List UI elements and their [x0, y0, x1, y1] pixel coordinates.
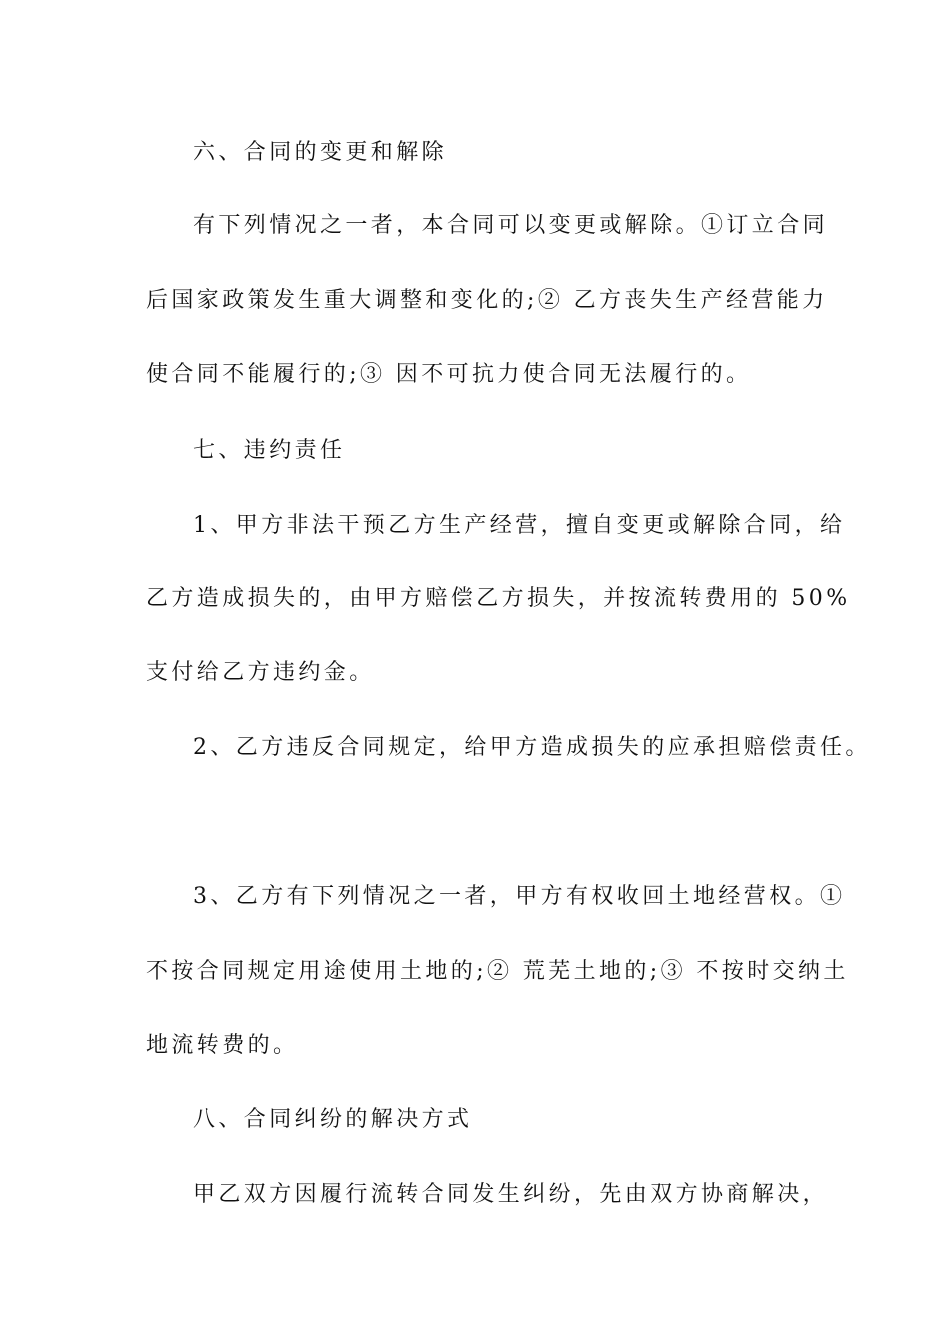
section-heading-6: 六、合同的变更和解除 [193, 140, 448, 165]
paragraph-line: 1、甲方非法干预乙方生产经营，擅自变更或解除合同，给 [193, 513, 846, 538]
paragraph-line: 不按合同规定用途使用土地的;② 荒芜土地的;③ 不按时交纳土 [146, 959, 849, 984]
paragraph-line: 有下列情况之一者，本合同可以变更或解除。①订立合同 [193, 213, 829, 238]
paragraph-line: 乙方造成损失的，由甲方赔偿乙方损失，并按流转费用的 50% [146, 586, 851, 611]
paragraph-line: 使合同不能履行的;③ 因不可抗力使合同无法履行的。 [146, 362, 752, 387]
paragraph-line: 2、乙方违反合同规定，给甲方造成损失的应承担赔偿责任。 [193, 735, 871, 760]
section-heading-8: 八、合同纠纷的解决方式 [193, 1107, 473, 1132]
paragraph-line: 支付给乙方违约金。 [146, 660, 375, 685]
paragraph-line: 地流转费的。 [146, 1033, 299, 1058]
paragraph-line: 后国家政策发生重大调整和变化的;② 乙方丧失生产经营能力 [146, 288, 828, 313]
paragraph-line: 3、乙方有下列情况之一者，甲方有权收回土地经营权。① [193, 884, 846, 909]
section-heading-7: 七、违约责任 [193, 438, 346, 463]
paragraph-line: 甲乙双方因履行流转合同发生纠纷，先由双方协商解决， [193, 1182, 829, 1207]
